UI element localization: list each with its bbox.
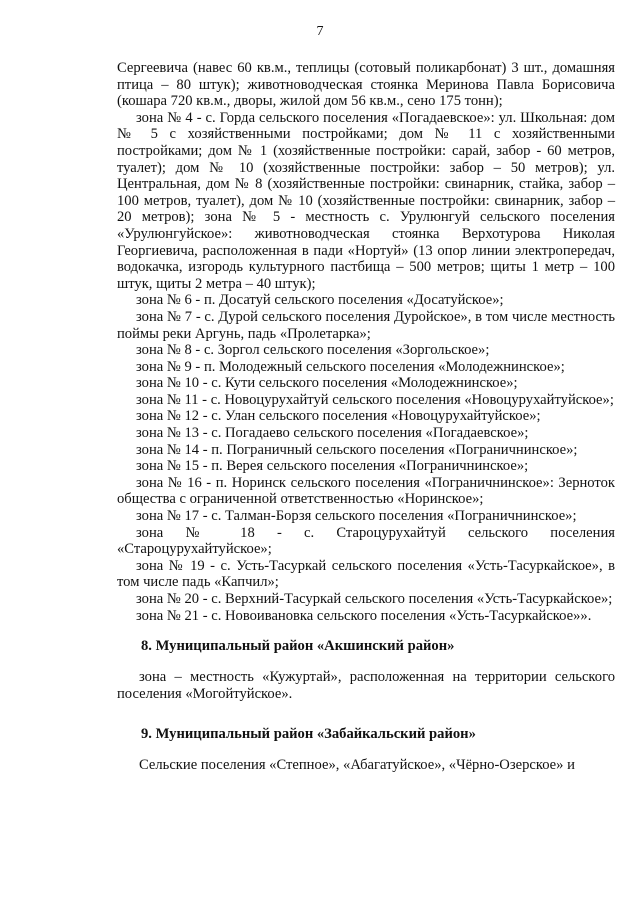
paragraph: зона № 18 - с. Староцурухайтуй сельского поселения «Староцурухайтуйское»; xyxy=(117,524,615,558)
page-number: 7 xyxy=(316,24,324,39)
paragraph: зона № 7 - с. Дурой сельского поселения Дуройское», в том числе местность поймы реки Аргунь, падь «Пролетарка»; xyxy=(117,308,615,342)
paragraph: зона № 13 - с. Погадаево сельского поселения «Погадаевское»; xyxy=(136,425,529,442)
paragraph: зона № 6 - п. Досатуй сельского поселения «Досатуйское»; xyxy=(136,292,504,309)
section-heading: 9. Муниципальный район «Забайкальский район» xyxy=(141,726,476,743)
paragraph: зона № 8 - с. Зоргол сельского поселения «Зоргольское»; xyxy=(136,342,490,359)
paragraph: зона № 15 - п. Верея сельского поселения «Пограничнинское»; xyxy=(136,458,529,475)
paragraph: зона № 4 - с. Горда сельского поселения «Погадаевское»: ул. Школьная: дом № 5 с хозяйственными постройками; дом № 11 с хозяйственными постройками; дом № 1 (хозяйственные постройки: сарай, забор - 60 метров, туалет); дом № 10 (хозяйственные постройки: забор – 50 метров); ул. Центральная, дом № 8 (хозяйственные постройки: свинарник, стайка, забор – 100 метров, туалет), дом № 10 (хозяйственные постройки: свинарник, забор – 20 метров); зона № 5 - местность с. Урулюнгуй сельского поселения «Урулюнгуйское»: животноводческая стоянка Верхотурова Николая Георгиевича, расположенная в пади «Нортуй» (13 опор линии электропередач, водокачка, изгородь культурного пастбища – 500 метров; щиты 1 метр – 100 штук, щиты 2 метра – 40 штук); xyxy=(117,109,615,292)
paragraph: зона – местность «Кужуртай», расположенная на территории сельского поселения «Могойтуйское». xyxy=(117,669,615,702)
paragraph: зона № 17 - с. Талман-Борзя сельского поселения «Пограничнинское»; xyxy=(136,508,577,525)
document-body xyxy=(117,60,615,774)
paragraph: зона № 14 - п. Пограничный сельского поселения «Пограничнинское»; xyxy=(136,441,578,458)
paragraph: зона № 19 - с. Усть-Тасуркай сельского поселения «Усть-Тасуркайское», в том числе падь «Капчил»; xyxy=(117,557,615,591)
paragraph: зона № 10 - с. Кути сельского поселения «Молодежнинское»; xyxy=(136,375,518,392)
paragraph: зона № 16 - п. Норинск сельского поселения «Пограничнинское»: Зерноток общества с ограниченной ответственностью «Норинское»; xyxy=(117,474,615,508)
paragraph: зона № 20 - с. Верхний-Тасуркай сельского поселения «Усть-Тасуркайское»; xyxy=(136,591,613,607)
paragraph: Сельские поселения «Степное», «Абагатуйское», «Чёрно-Озерское» и xyxy=(139,757,575,774)
paragraph: зона № 11 - с. Новоцурухайтуй сельского поселения «Новоцурухайтуйское»; xyxy=(136,391,614,408)
paragraph: зона № 12 - с. Улан сельского поселения «Новоцурухайтуйское»; xyxy=(136,408,541,425)
paragraph: зона № 9 - п. Молодежный сельского поселения «Молодежнинское»; xyxy=(136,358,565,375)
paragraph: Сергеевича (навес 60 кв.м., теплицы (сотовый поликарбонат) 3 шт., домашняя птица – 80 штук); животноводческая стоянка Меринова Павла Борисовича (кошара 720 кв.м., дворы, жилой дом 56 кв.м., сено 175 тонн); xyxy=(117,60,615,110)
paragraph: зона № 21 - с. Новоивановка сельского поселения «Усть-Тасуркайское»». xyxy=(136,607,592,624)
section-heading: 8. Муниципальный район «Акшинский район» xyxy=(141,638,455,655)
